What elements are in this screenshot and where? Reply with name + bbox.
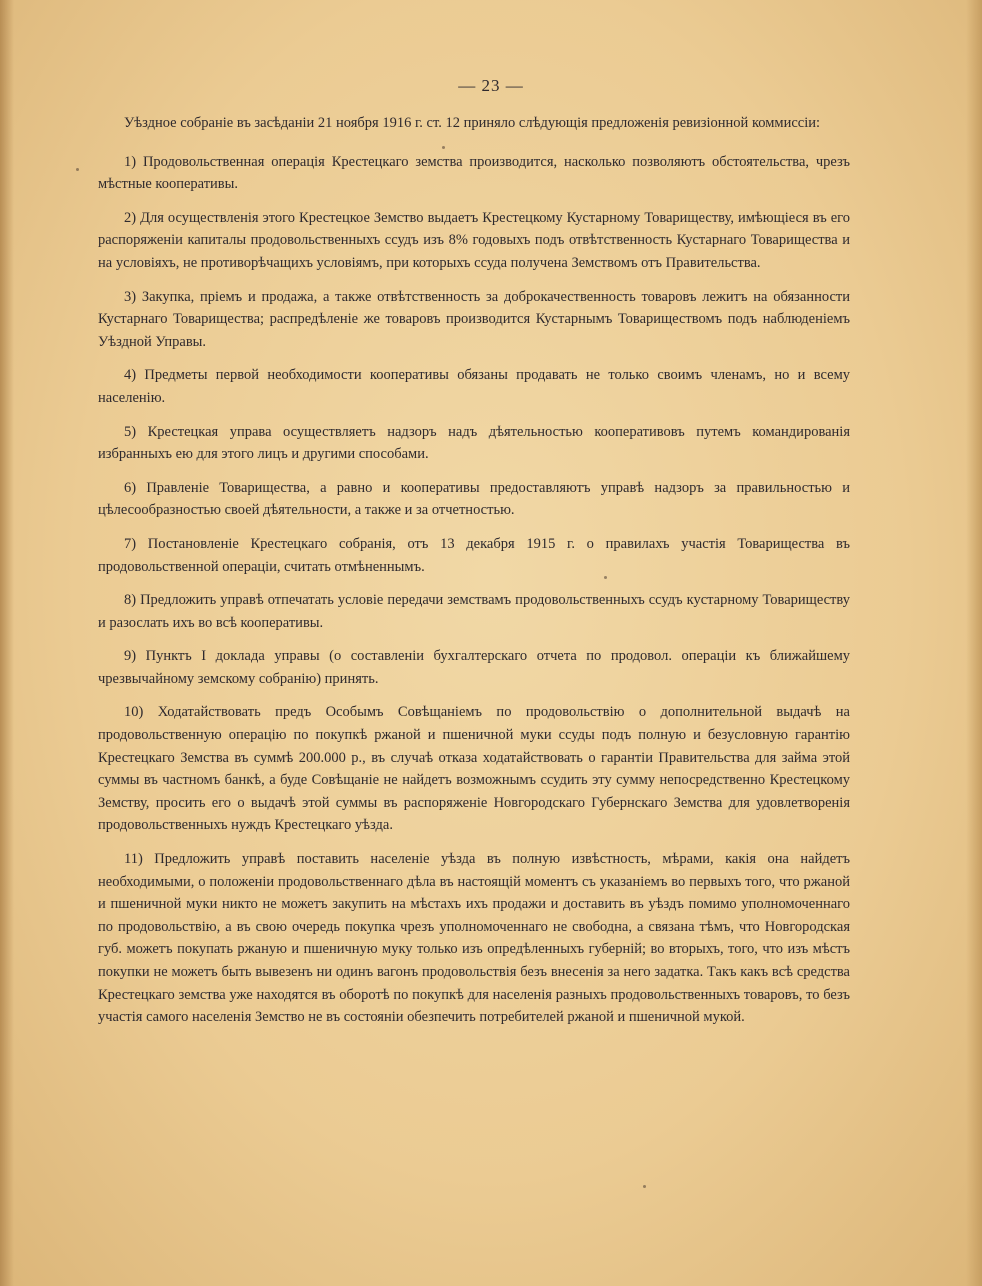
paragraph-item-8: 8) Предложить управѣ отпечатать условіе передачи земствамъ продовольственныхъ ссудъ кустарному Товариществу и разослать ихъ во всѣ кооперативы. <box>98 592 850 631</box>
paragraph-item-1: 1) Продовольственная операція Крестецкаго земства производится, насколько позволяютъ обстоятельства, чрезъ мѣстные кооперативы. <box>98 153 850 193</box>
page-edge-shadow-right <box>966 0 982 1286</box>
ink-speck <box>76 168 79 171</box>
ink-speck <box>604 576 607 579</box>
ink-speck <box>442 146 445 149</box>
paragraph-item-7: 7) Постановленіе Крестецкаго собранія, отъ 13 декабря 1915 г. о правилахъ участія Товарищества въ продовольственной операціи, считать отмѣненнымъ. <box>98 535 850 575</box>
paragraph-item-11: 11) Предложить управѣ поставить населеніе уѣзда въ полную извѣстность, мѣрами, какія она найдетъ необходимыми, о положеніи продовольственнаго дѣла въ настоящій моментъ съ указаніемъ во первыхъ того, что ржаной и пшеничной муки никто не можетъ закупить на мѣстахъ ихъ продажи и доставить въ уѣздъ помимо уполномоченнаго по продовольствію, а въ свою очередь покупка чрезъ уполномоченнаго не свободна, а связана тѣмъ, что Новгородская губ. можетъ покупать ржаную и пшеничную муку только изъ опредѣленныхъ губерній; во вторыхъ, того, что изъ мѣстъ покупки не можетъ быть вывезенъ ни одинъ вагонъ продовольствія безъ внесенія за него задатка. Такъ какъ всѣ средства Крестецкаго земства уже находятся въ оборотѣ по покупкѣ для населенія разныхъ продовольственныхъ товаровъ, то безъ участія самого населенія Земство не въ состояніи обезпечить потребителей ржаной и пшеничной мукой. <box>98 851 850 1026</box>
paragraph-item-6: 6) Правленіе Товарищества, а равно и кооперативы предоставляютъ управѣ надзоръ за правильностью и цѣлесообразностью своей дѣятельности, а также и за отчетностью. <box>98 479 850 519</box>
page-number: — 23 — <box>458 76 524 95</box>
paragraph-item-5: 5) Крестецкая управа осуществляетъ надзоръ надъ дѣятельностью кооперативовъ путемъ командированія избранныхъ ею для этого лицъ и другими способами. <box>98 423 850 463</box>
paragraph-item-9: 9) Пунктъ I доклада управы (о составленіи бухгалтерскаго отчета по продовол. операціи къ ближайшему чрезвычайному земскому собранію) принять. <box>98 648 850 687</box>
intro-paragraph: Уѣздное собраніе въ засѣданіи 21 ноября 1916 г. ст. 12 приняло слѣдующія предложенія ревизіонной коммиссіи: <box>124 115 821 131</box>
paragraph-item-10: 10) Ходатайствовать предъ Особымъ Совѣщаніемъ по продовольствію о дополнительной выдачѣ на продовольственную операцію по покупкѣ ржаной и пшеничной муки ссуды подъ полную и безусловную гарантію Крестецкаго Земства въ суммѣ 200.000 р., въ случаѣ отказа ходатайствовать о гарантіи Правительства для займа этой суммы въ частномъ банкѣ, а буде Совѣщаніе не найдетъ возможнымъ ссудить эту сумму непосредственно Крестецкому Земству, просить его о выдачѣ этой суммы въ распоряженіе Новгородскаго Губернскаго Земства для удовлетворенія продовольственныхъ нуждъ Крестецкаго уѣзда. <box>98 704 850 834</box>
document-body <box>98 112 850 1040</box>
paragraph-item-3: 3) Закупка, пріемъ и продажа, а также отвѣтственность за доброкачественность товаровъ лежитъ на обязанности Кустарнаго Товарищества; распредѣленіе же товаровъ производится Кустарнымъ Товариществомъ подъ наблюденіемъ Уѣздной Управы. <box>98 288 850 350</box>
ink-speck <box>643 1185 646 1188</box>
page-edge-shadow-left <box>0 0 14 1286</box>
paragraph-item-4: 4) Предметы первой необходимости кооперативы обязаны продавать не только своимъ членамъ, но и всему населенію. <box>98 367 850 406</box>
paragraph-item-2: 2) Для осуществленія этого Крестецкое Земство выдаетъ Крестецкому Кустарному Товариществу, имѣющіеся въ его распоряженіи капиталы продовольственныхъ ссудъ изъ 8% годовыхъ подъ отвѣтственность Кустарнаго Товарищества и на условіяхъ, не противорѣчащихъ условіямъ, при которыхъ ссуда получена Земствомъ отъ Правительства. <box>98 209 850 271</box>
